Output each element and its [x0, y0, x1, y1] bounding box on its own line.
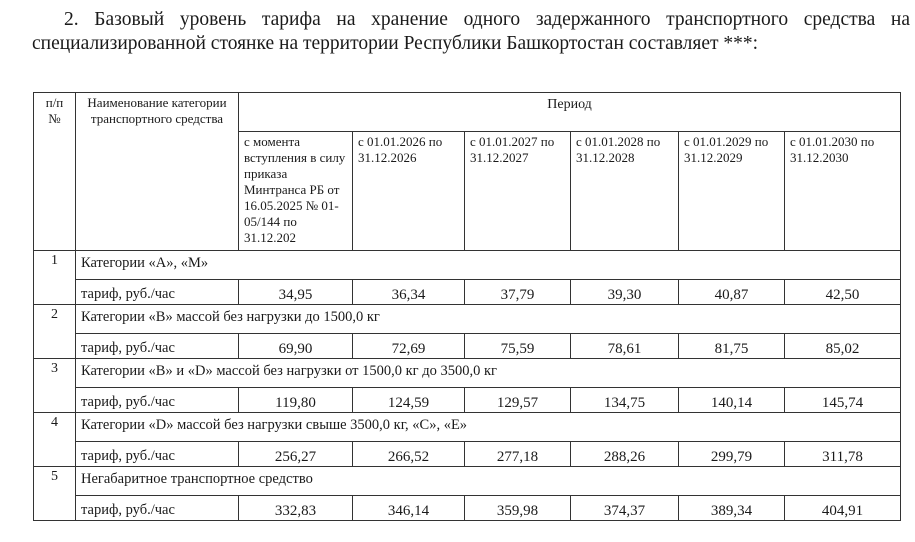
tariff-value: 40,87: [679, 280, 785, 305]
tariff-value: 119,80: [239, 388, 353, 413]
tariff-value: 288,26: [571, 442, 679, 467]
tariff-value: 75,59: [465, 334, 571, 359]
tariff-value: 374,37: [571, 496, 679, 521]
category-name: Категории «D» массой без нагрузки свыше 3500,0 кг, «С», «Е»: [76, 413, 901, 442]
tariff-table: [33, 92, 901, 521]
tariff-value: 37,79: [465, 280, 571, 305]
row-number: 3: [34, 359, 76, 413]
row-number: 4: [34, 413, 76, 467]
category-row: [34, 305, 901, 334]
header-period-4: с 01.01.2029 по 31.12.2029: [679, 132, 785, 251]
tariff-row: [34, 334, 901, 359]
tariff-value: 72,69: [353, 334, 465, 359]
header-period: Период: [239, 93, 901, 132]
tariff-value: 404,91: [785, 496, 901, 521]
tariff-value: 36,34: [353, 280, 465, 305]
tariff-label: тариф, руб./час: [76, 442, 239, 467]
tariff-value: 140,14: [679, 388, 785, 413]
tariff-label: тариф, руб./час: [76, 496, 239, 521]
tariff-value: 39,30: [571, 280, 679, 305]
tariff-value: 42,50: [785, 280, 901, 305]
tariff-value: 81,75: [679, 334, 785, 359]
category-name: Категории «В» массой без нагрузки до 1500,0 кг: [76, 305, 901, 334]
row-number: 1: [34, 251, 76, 305]
tariff-value: 256,27: [239, 442, 353, 467]
tariff-value: 266,52: [353, 442, 465, 467]
category-name: Негабаритное транспортное средство: [76, 467, 901, 496]
tariff-value: 145,74: [785, 388, 901, 413]
row-number: 2: [34, 305, 76, 359]
tariff-row: [34, 496, 901, 521]
tariff-label: тариф, руб./час: [76, 388, 239, 413]
tariff-row: [34, 442, 901, 467]
header-period-2: с 01.01.2027 по 31.12.2027: [465, 132, 571, 251]
tariff-value: 346,14: [353, 496, 465, 521]
category-row: [34, 467, 901, 496]
tariff-value: 78,61: [571, 334, 679, 359]
tariff-value: 299,79: [679, 442, 785, 467]
header-period-3: с 01.01.2028 по 31.12.2028: [571, 132, 679, 251]
tariff-value: 34,95: [239, 280, 353, 305]
category-name: Категории «А», «М»: [76, 251, 901, 280]
tariff-value: 389,34: [679, 496, 785, 521]
tariff-value: 69,90: [239, 334, 353, 359]
tariff-label: тариф, руб./час: [76, 334, 239, 359]
tariff-value: 311,78: [785, 442, 901, 467]
row-number: 5: [34, 467, 76, 521]
tariff-value: 124,59: [353, 388, 465, 413]
tariff-value: 277,18: [465, 442, 571, 467]
header-period-1: с 01.01.2026 по 31.12.2026: [353, 132, 465, 251]
tariff-value: 359,98: [465, 496, 571, 521]
tariff-row: [34, 280, 901, 305]
intro-paragraph: [32, 8, 910, 56]
header-category-name: Наименование категории транспортного средства: [76, 93, 239, 251]
category-row: [34, 359, 901, 388]
category-row: [34, 413, 901, 442]
tariff-value: 134,75: [571, 388, 679, 413]
header-period-5: с 01.01.2030 по 31.12.2030: [785, 132, 901, 251]
header-number: п/п №: [34, 93, 76, 251]
category-row: [34, 251, 901, 280]
paragraph-text: 2. Базовый уровень тарифа на хранение одного задержанного транспортного средства на специализированной стоянке на территории Республики Башкортостан составляет ***:: [32, 9, 910, 54]
header-period-0: с момента вступления в силу приказа Минтранса РБ от 16.05.2025 № 01-05/144 по 31.12.202: [239, 132, 353, 251]
tariff-value: 129,57: [465, 388, 571, 413]
category-name: Категории «В» и «D» массой без нагрузки от 1500,0 кг до 3500,0 кг: [76, 359, 901, 388]
tariff-value: 85,02: [785, 334, 901, 359]
tariff-value: 332,83: [239, 496, 353, 521]
tariff-row: [34, 388, 901, 413]
tariff-label: тариф, руб./час: [76, 280, 239, 305]
